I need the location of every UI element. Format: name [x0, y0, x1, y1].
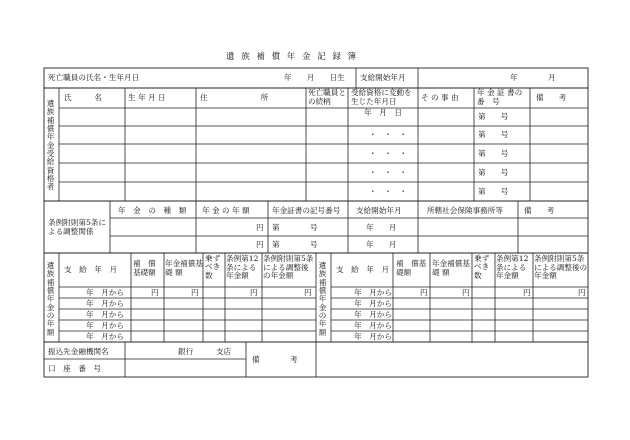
- change-date-cell: ・ ・ ・: [369, 187, 407, 196]
- col-article12-amount: 条例第12条による年金額: [226, 254, 259, 281]
- bank-name-value: 銀行 支店: [178, 347, 232, 356]
- period-row: 年 月から: [354, 288, 392, 297]
- col-multiplier: 乗ずべき数: [474, 254, 490, 280]
- period-row: 年 月から: [86, 321, 124, 330]
- col-relation: 死亡職員との続柄: [308, 88, 346, 106]
- period-row: 年 月から: [86, 332, 124, 341]
- certificate-number-cell: 第 号: [478, 130, 509, 139]
- col-payment-period: 支 給 年 月: [336, 265, 390, 274]
- certificate-number-cell: 第 号: [478, 187, 509, 196]
- payment-start-value: 年 月: [510, 73, 556, 82]
- period-row: 年 月から: [354, 299, 392, 308]
- beneficiaries-side-label: 遺族補償年金受給資格者: [46, 99, 55, 192]
- col-pension-base: 年金補償基 礎 額: [165, 259, 203, 278]
- payment-side-label-left: 遺族補償年金の年額: [46, 261, 55, 337]
- col-start-month: 支給開始年月: [356, 206, 402, 215]
- col-change-date: 受給資格に変動を生じた年月日: [351, 88, 412, 106]
- certificate-number-cell: 第 号: [478, 149, 509, 158]
- yen-unit: 円: [256, 223, 264, 232]
- yen-unit: 円: [151, 288, 159, 297]
- period-row: 年 月から: [86, 299, 124, 308]
- col-article12-amount: 条例第12条による年金額: [496, 254, 529, 281]
- adjustment-label: 条例附則第5条による調整関係: [48, 218, 106, 237]
- col-social-insurance-office: 所轄社会保険事務所等: [427, 206, 503, 215]
- yen-unit: 円: [191, 288, 199, 297]
- col-certificate-number: 年 金 証 書の 番 号: [477, 88, 530, 106]
- certificate-number-cell: 第 号: [478, 168, 509, 177]
- col-name: 氏 名: [64, 93, 102, 102]
- birth-date-label: 年 月 日生: [284, 73, 345, 82]
- col-compensation-base: 補 償基礎額: [133, 259, 156, 278]
- account-number-label: 口 座 番 号: [48, 364, 102, 373]
- col-pension-amount: 年 金 の 年 額: [202, 206, 250, 215]
- certificate-number-cell: 第 号: [478, 112, 509, 121]
- deceased-name-birth-label: 死亡職員の氏名・生年月日: [48, 73, 140, 82]
- col-article5-amount: 条例附則第5条による調整後の年金額: [534, 254, 588, 281]
- yen-unit: 円: [462, 288, 470, 297]
- bank-name-label: 振込先金融機関名: [48, 347, 109, 356]
- yen-unit: 円: [304, 288, 312, 297]
- change-date-cell: ・ ・ ・: [369, 168, 407, 177]
- yen-unit: 円: [523, 288, 531, 297]
- yen-unit: 円: [420, 288, 428, 297]
- certificate-code-cell: 第 号: [272, 240, 318, 249]
- col-note: 備 考: [536, 93, 567, 102]
- col-certificate-code: 年金証書の記号番号: [272, 206, 341, 215]
- col-pension-kind: 年 金 の 種 類: [118, 206, 187, 215]
- payment-side-label-right: 遺族補償年金の年額: [318, 261, 327, 337]
- period-row: 年 月から: [354, 310, 392, 319]
- col-article5-amount: 条例附則第5条による調整後の年金額: [263, 254, 314, 281]
- period-row: 年 月から: [86, 288, 124, 297]
- certificate-code-cell: 第 号: [272, 223, 318, 232]
- col-payment-period: 支 給 年 月: [64, 265, 118, 274]
- yen-unit: 円: [578, 288, 586, 297]
- payment-start-label: 支給開始年月: [360, 73, 406, 82]
- col-address: 住 所: [200, 93, 269, 102]
- period-row: 年 月から: [354, 332, 392, 341]
- col-adjust-note: 備 考: [524, 206, 555, 215]
- col-multiplier: 乗ずべき数: [205, 254, 221, 280]
- change-date-cell: ・ ・ ・: [369, 149, 407, 158]
- col-reason: そ の 事 由: [421, 93, 459, 102]
- period-row: 年 月から: [86, 310, 124, 319]
- change-date-cell: ・ ・ ・: [369, 130, 407, 139]
- col-compensation-base: 補 償基礎額: [396, 259, 427, 278]
- col-pension-base: 年金補償基 礎 額: [432, 259, 470, 278]
- start-month-cell: 年 月: [366, 240, 397, 249]
- yen-unit: 円: [250, 288, 258, 297]
- period-row: 年 月から: [354, 321, 392, 330]
- change-date-subheader: 年 月 日: [364, 108, 402, 117]
- col-birth-date: 生 年 月 日: [128, 93, 166, 102]
- start-month-cell: 年 月: [366, 223, 397, 232]
- footer-note-label: 備 考: [252, 355, 298, 364]
- yen-unit: 円: [256, 240, 264, 249]
- page-title: 遺 族 補 償 年 金 記 録 簿: [226, 52, 359, 62]
